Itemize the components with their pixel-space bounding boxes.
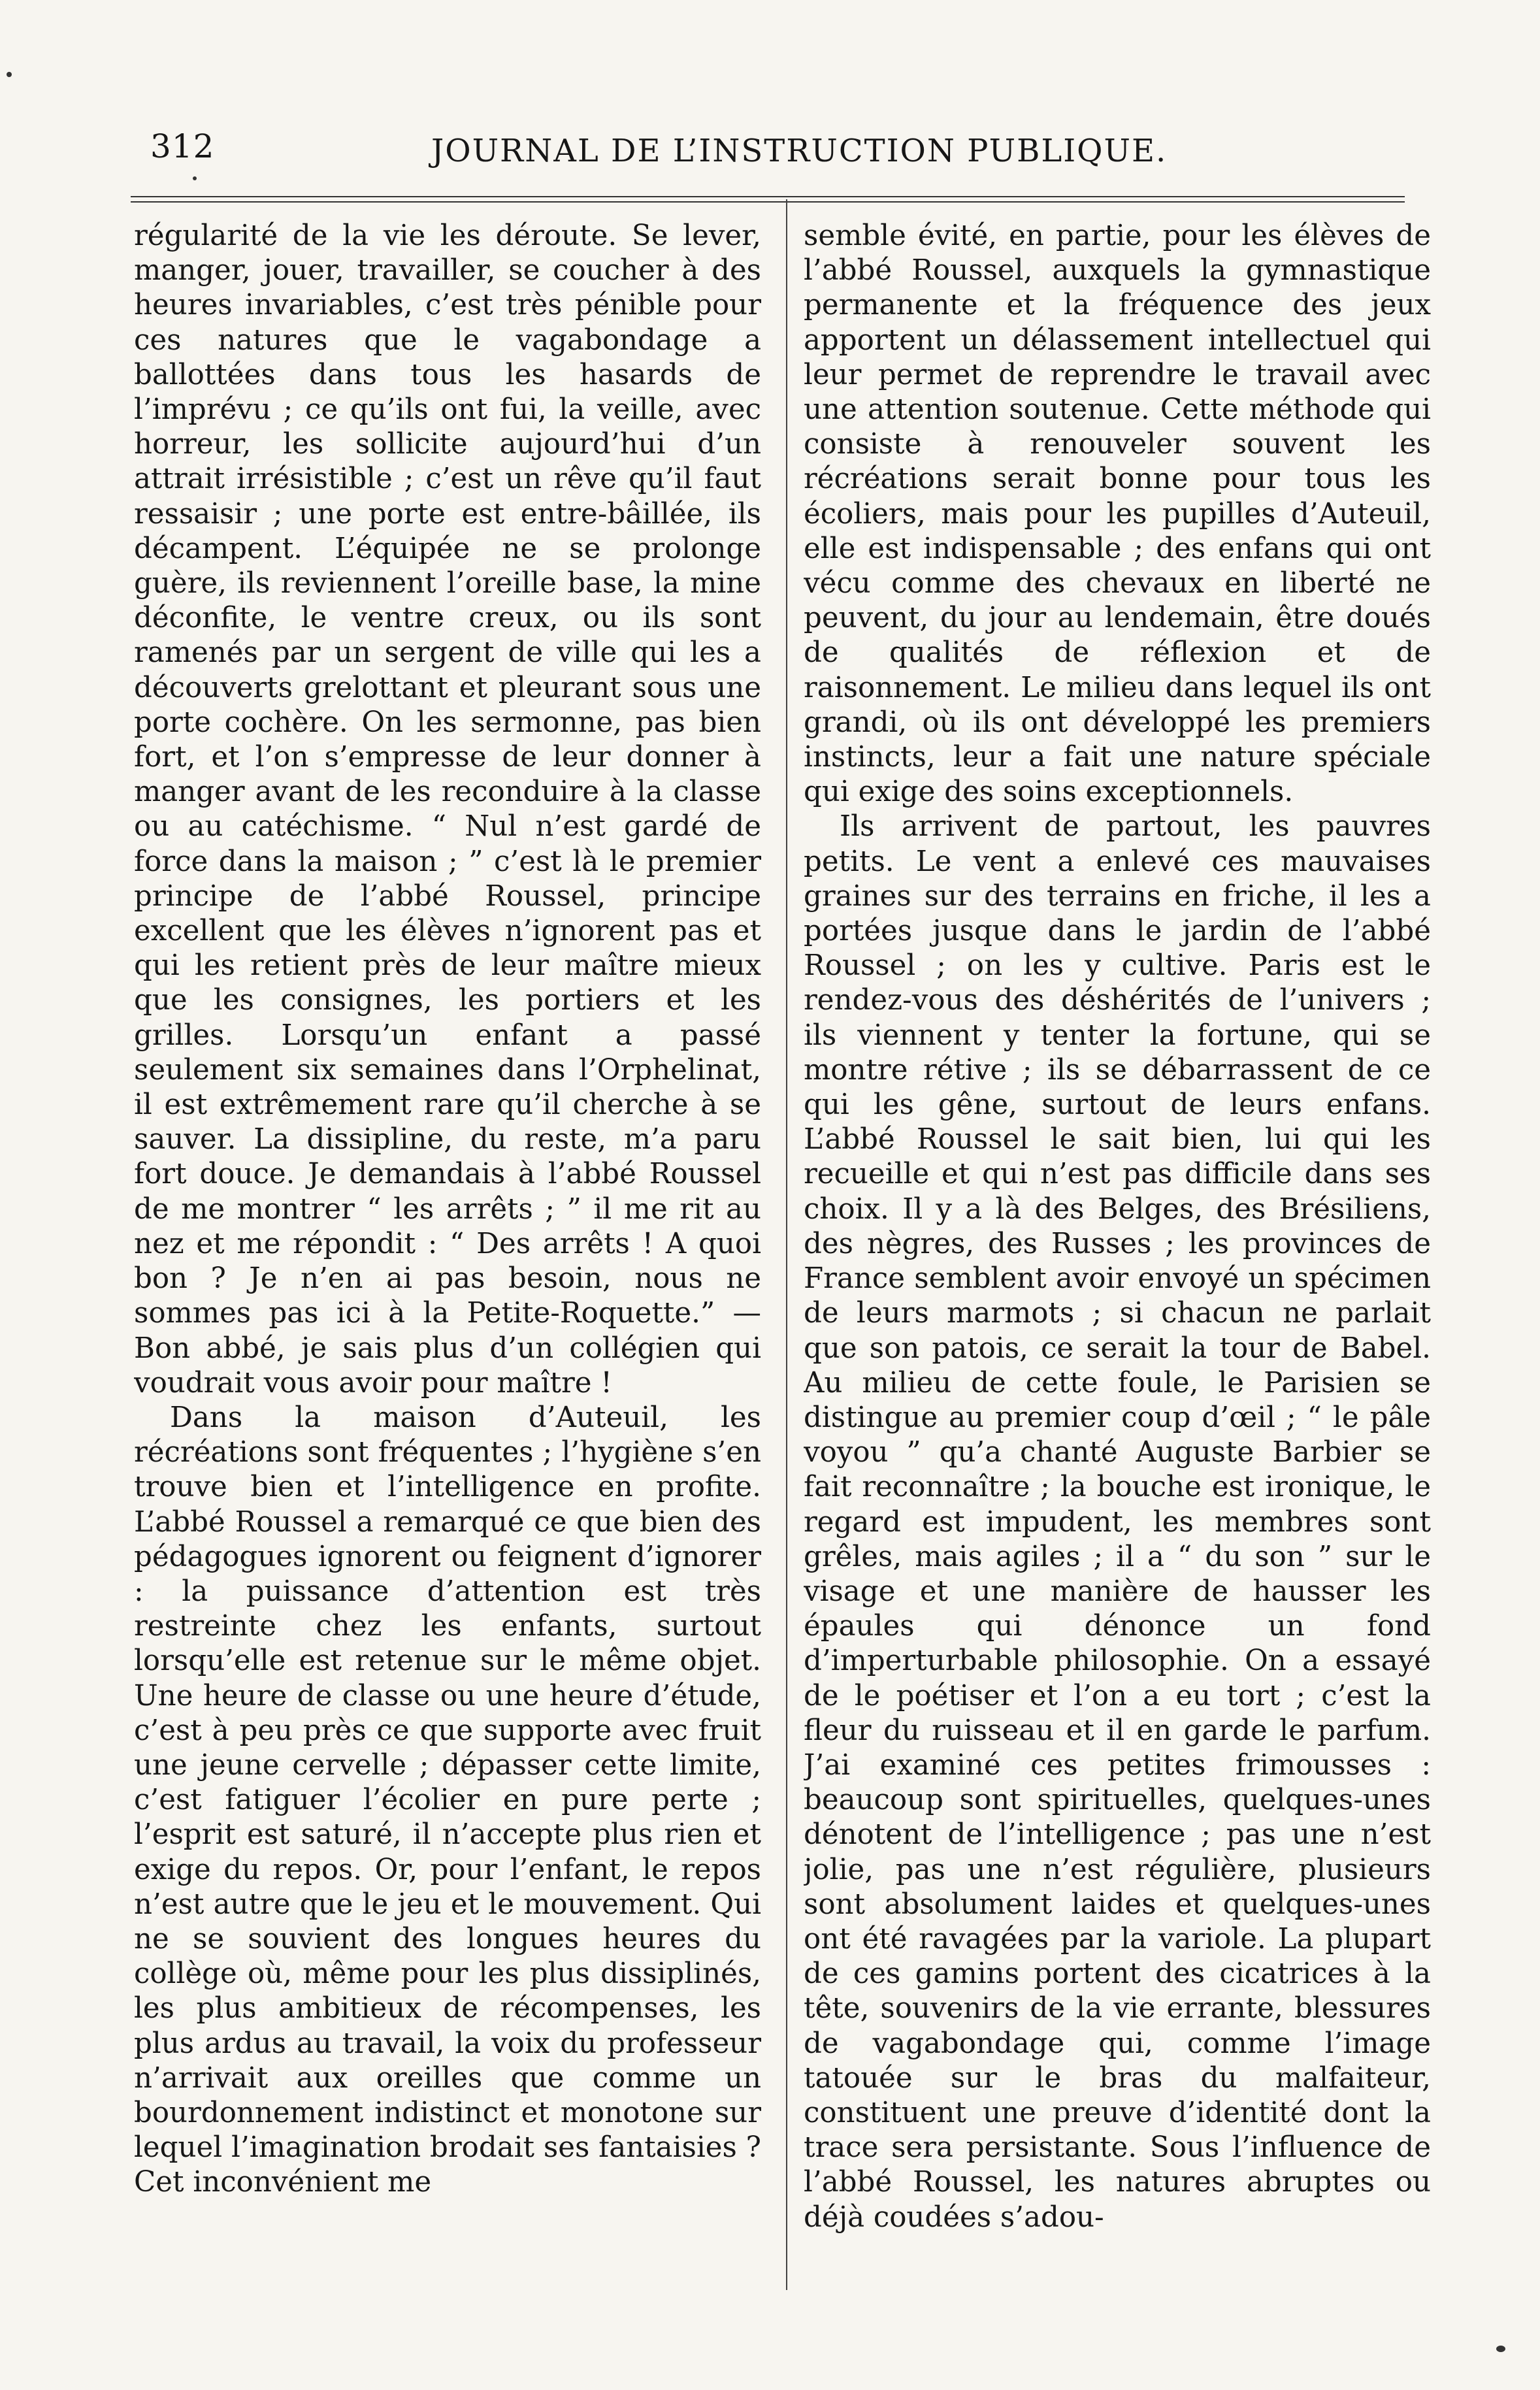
paragraph: Ils arrivent de partout, les pauvres petits. Le vent a enlevé ces mauvaises graines sur des terrains en friche, il les a portées jusque dans le jardin de l’abbé Roussel ; on les y cultive. Paris est le rendez-vous des déshérités de l’univers ; ils viennent y tenter la fortune, qui se montre rétive ; ils se débarrassent de ce qui les gêne, surtout de leurs enfans. L’abbé Roussel le sait bien, lui qui les recueille et qui n’est pas difficile dans ses choix. Il y a là des Belges, des Brésiliens, des nègres, des Russes ; les provinces de France semblent avoir envoyé un spécimen de leurs marmots ; si chacun ne parlait que son patois, ce serait la tour de Babel. Au milieu de cette foule, le Parisien se distingue au premier coup d’œil ; “ le pâle voyou ” qu’a chanté Auguste Barbier se fait reconnaître ; la bouche est ironique, le regard est impudent, les membres sont grêles, mais agiles ; il a “ du son ” sur le visage et une manière de hausser les épaules qui dénonce un fond d’imperturbable philosophie. On a essayé de le poétiser et l’on a eu tort ; c’est la fleur du ruisseau et il en garde le parfum. J’ai examiné ces petites frimousses : beaucoup sont spirituelles, quelques-unes dénotent de l’intelligence ; pas une n’est jolie, pas une n’est régulière, plusieurs sont absolument laides et quelques-unes ont été ravagées par la variole. La plupart de ces gamins portent des cicatrices à la tête, souvenirs de la vie errante, blessures de vagabondage qui, comme l’image tatouée sur le bras du malfaiteur, constituent une preuve d’identité dont la trace sera persistante. Sous l’influence de l’abbé Roussel, les natures abruptes ou déjà coudées s’adou- [804,810,1431,2234]
header-rule [131,196,1405,203]
right-column [804,219,1431,2284]
paragraph: semble évité, en partie, pour les élèves de l’abbé Roussel, auxquels la gymnastique permanente et la fréquence des jeux apportent un délassement intellectuel qui leur permet de reprendre le travail avec une attention soutenue. Cette méthode qui consiste à renouveler souvent les récréations serait bonne pour tous les écoliers, mais pour les pupilles d’Auteuil, elle est indispensable ; des enfans qui ont vécu comme des chevaux en liberté ne peuvent, du jour au lendemain, être doués de qualités de réflexion et de raisonnement. Le milieu dans lequel ils ont grandi, où ils ont développé les premiers instincts, leur a fait une nature spéciale qui exige des soins exceptionnels. [804,220,1431,809]
running-title: JOURNAL DE L’INSTRUCTION PUBLIQUE. [431,133,1168,169]
page-header [131,127,1405,186]
ink-speck [1496,2346,1505,2352]
ink-speck [193,176,197,180]
page-number: 312 [150,127,215,165]
paragraph: Dans la maison d’Auteuil, les récréations sont fréquentes ; l’hygiène s’en trouve bien et l’intelligence en profite. L’abbé Roussel a remarqué ce que bien des pédagogues ignorent ou feignent d’ignorer : la puissance d’attention est très restreinte chez les enfants, surtout lorsqu’elle est retenue sur le même objet. Une heure de classe ou une heure d’étude, c’est à peu près ce que supporte avec fruit une jeune cervelle ; dépasser cette limite, c’est fatiguer l’écolier en pure perte ; l’esprit est saturé, il n’accepte plus rien et exige du repos. Or, pour l’enfant, le repos n’est autre que le jeu et le mouvement. Qui ne se souvient des longues heures du collège où, même pour les plus dissiplinés, les plus ambitieux de récompenses, les plus ardus au travail, la voix du professeur n’arrivait aux oreilles que comme un bourdonnement indistinct et monotone sur lequel l’imagination brodait ses fantaisies ? Cet inconvénient me [134,1401,761,2199]
paragraph: régularité de la vie les déroute. Se lever, manger, jouer, travailler, se coucher à des heures invariables, c’est très pénible pour ces natures que le vagabondage a ballottées dans tous les hasards de l’imprévu ; ce qu’ils ont fui, la veille, avec horreur, les sollicite aujourd’hui d’un attrait irrésistible ; c’est un rêve qu’il faut ressaisir ; une porte est entre-bâillée, ils décampent. L’équipée ne se prolonge guère, ils reviennent l’oreille base, la mine déconfite, le ventre creux, ou ils sont ramenés par un sergent de ville qui les a découverts grelottant et pleurant sous une porte cochère. On les sermonne, pas bien fort, et l’on s’empresse de leur donner à manger avant de les reconduire à la classe ou au catéchisme. “ Nul n’est gardé de force dans la maison ; ” c’est là le premier principe de l’abbé Roussel, principe excellent que les élèves n’ignorent pas et qui les retient près de leur maître mieux que les consignes, les portiers et les grilles. Lorsqu’un enfant a passé seulement six semaines dans l’Orphelinat, il est extrêmement rare qu’il cherche à se sauver. La dissipline, du reste, m’a paru fort douce. Je demandais à l’abbé Roussel de me montrer “ les arrêts ; ” il me rit au nez et me répondit : “ Des arrêts ! A quoi bon ? Je n’en ai pas besoin, nous ne sommes pas ici à la Petite-Roquette.” — Bon abbé, je sais plus d’un collégien qui voudrait vous avoir pour maître ! [134,220,761,1400]
left-column [134,219,761,2284]
ink-speck [7,72,12,77]
column-divider [786,199,787,2290]
